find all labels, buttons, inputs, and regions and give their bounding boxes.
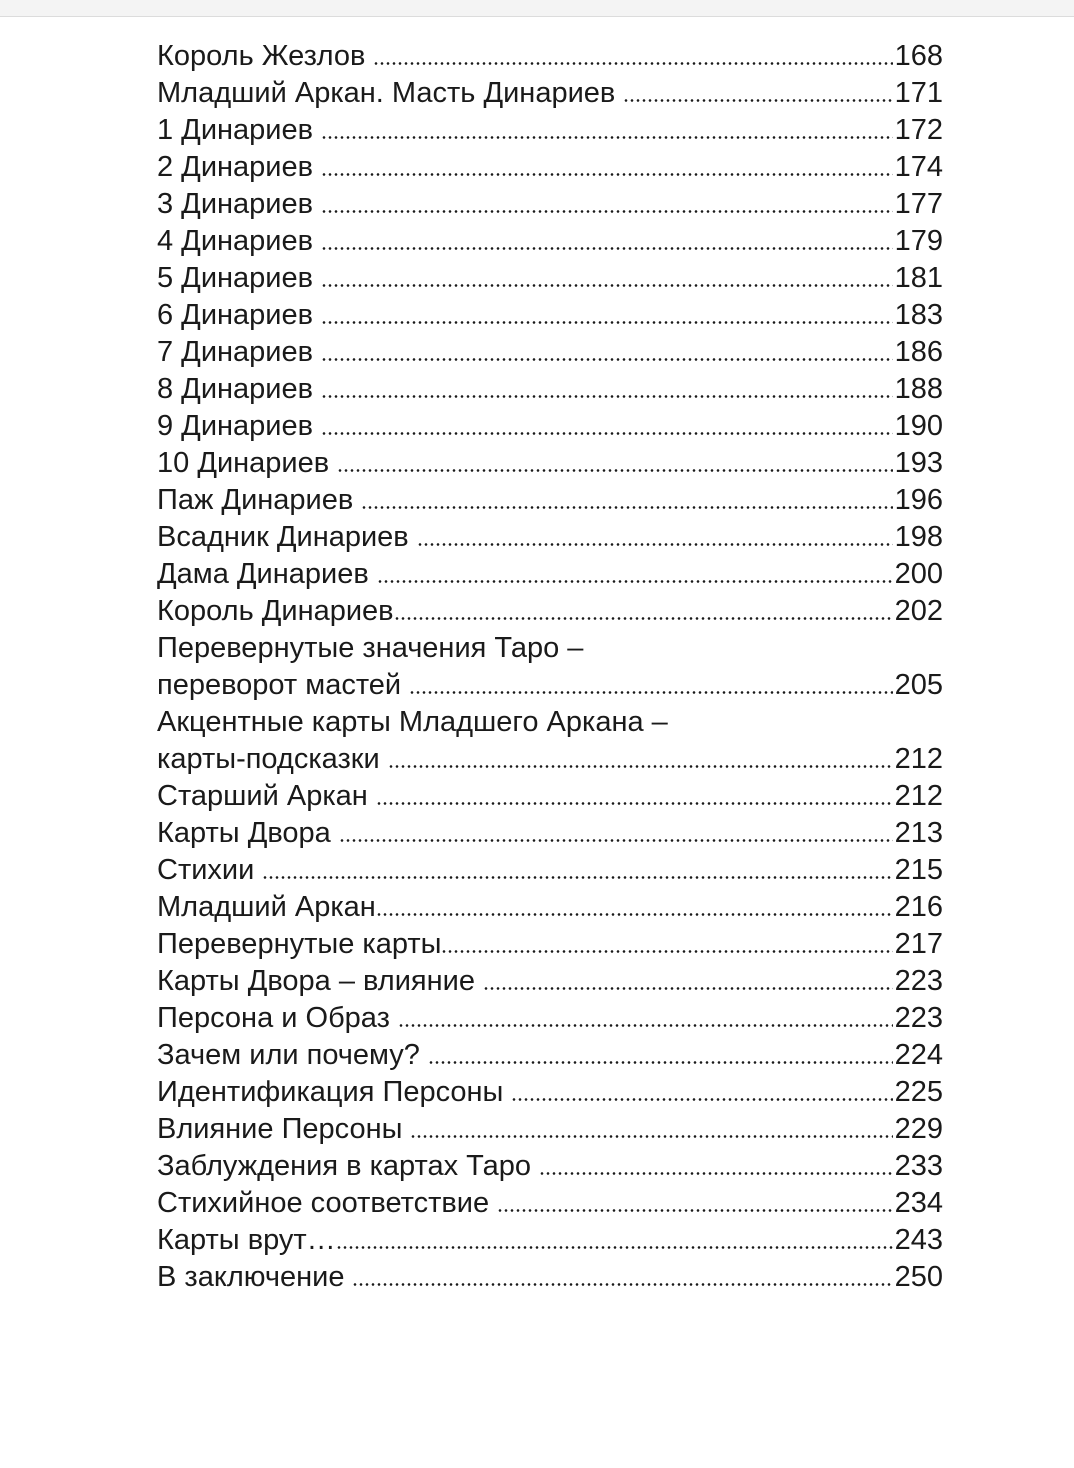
toc-entry-title: Заблуждения в картах Таро: [157, 1150, 531, 1182]
toc-entry-title: Младший Аркан: [157, 891, 376, 923]
dot-leader: [321, 136, 893, 139]
toc-entry-title: Идентификация Персоны: [157, 1076, 504, 1108]
toc-entry[interactable]: [157, 482, 943, 519]
toc-entry-page-number: 234: [894, 1187, 943, 1219]
toc-entry-page-number: 196: [894, 484, 943, 516]
toc-entry[interactable]: [157, 371, 943, 408]
page-top-strip: [0, 0, 1074, 17]
toc-entry-heading-line: [157, 704, 943, 741]
toc-entry[interactable]: [157, 445, 943, 482]
toc-entry-title: 10 Динариев: [157, 447, 330, 479]
dot-leader: [394, 617, 893, 620]
toc-entry-title: В заключение: [157, 1261, 345, 1293]
toc-entry-title: Младший Аркан. Масть Динариев: [157, 77, 616, 109]
toc-entry-title: Карты Двора: [157, 817, 331, 849]
toc-entry-page-number: 223: [894, 1002, 943, 1034]
toc-entry[interactable]: [157, 297, 943, 334]
toc-entry-title: 2 Динариев: [157, 151, 314, 183]
dot-leader: [388, 765, 893, 768]
toc-entry[interactable]: [157, 408, 943, 445]
toc-entry-page-number: 243: [894, 1224, 943, 1256]
dot-leader: [376, 802, 893, 805]
toc-entry-title: Персона и Образ: [157, 1002, 390, 1034]
dot-leader: [337, 469, 893, 472]
dot-leader: [428, 1061, 893, 1064]
dot-leader: [497, 1209, 893, 1212]
dot-leader: [321, 321, 893, 324]
dot-leader: [321, 395, 893, 398]
toc-entry[interactable]: [157, 778, 943, 815]
toc-entry-page-number: 250: [894, 1261, 943, 1293]
dot-leader: [321, 173, 893, 176]
toc-entry-page-number: 202: [894, 595, 943, 627]
dot-leader: [321, 210, 893, 213]
toc-entry[interactable]: [157, 112, 943, 149]
toc-entry-title: Король Жезлов: [157, 40, 366, 72]
toc-entry[interactable]: [157, 186, 943, 223]
toc-entry-title: Карты врут…: [157, 1224, 336, 1256]
toc-entry-page-number: 168: [894, 40, 943, 72]
dot-leader: [377, 580, 893, 583]
toc-entry[interactable]: [157, 223, 943, 260]
toc-entry-title: переворот мастей: [157, 669, 402, 701]
toc-entry-title: Всадник Динариев: [157, 521, 409, 553]
toc-entry-title: Король Динариев: [157, 595, 394, 627]
toc-entry[interactable]: [157, 926, 943, 963]
toc-entry-page-number: 174: [894, 151, 943, 183]
toc-entry-page-number: 188: [894, 373, 943, 405]
toc-entry[interactable]: [157, 556, 943, 593]
toc-entry-title: 7 Динариев: [157, 336, 314, 368]
dot-leader: [511, 1098, 893, 1101]
toc-entry-page-number: 212: [894, 743, 943, 775]
toc-entry-title: 6 Динариев: [157, 299, 314, 331]
dot-leader: [336, 1246, 893, 1249]
toc-entry-page-number: 216: [894, 891, 943, 923]
toc-entry-title: 1 Динариев: [157, 114, 314, 146]
toc-entry-page-number: 233: [894, 1150, 943, 1182]
toc-entry[interactable]: [157, 1185, 943, 1222]
dot-leader: [321, 247, 893, 250]
toc-entry[interactable]: [157, 260, 943, 297]
toc-entry[interactable]: [157, 149, 943, 186]
toc-entry[interactable]: [157, 1074, 943, 1111]
toc-entry-title-line1: Перевернутые значения Таро –: [157, 632, 584, 664]
toc-entry-title: Старший Аркан: [157, 780, 368, 812]
toc-entry-title: Стихии: [157, 854, 255, 886]
toc-entry[interactable]: [157, 1111, 943, 1148]
toc-entry[interactable]: [157, 75, 943, 112]
dot-leader: [441, 950, 893, 953]
toc-entry-title: Карты Двора – влияние: [157, 965, 475, 997]
toc-entry-title: Дама Динариев: [157, 558, 369, 590]
toc-entry-page-number: 225: [894, 1076, 943, 1108]
toc-entry[interactable]: [157, 1148, 943, 1185]
dot-leader: [352, 1283, 893, 1286]
dot-leader: [417, 543, 893, 546]
dot-leader: [376, 913, 893, 916]
toc-entry[interactable]: [157, 667, 943, 704]
dot-leader: [262, 876, 893, 879]
toc-entry-title: 5 Динариев: [157, 262, 314, 294]
toc-entry-title: Перевернутые карты: [157, 928, 442, 960]
dot-leader: [321, 432, 893, 435]
toc-entry-title: 9 Динариев: [157, 410, 314, 442]
toc-entry-title: Зачем или почему?: [157, 1039, 420, 1071]
toc-entry-page-number: 229: [894, 1113, 943, 1145]
toc-entry-page-number: 186: [894, 336, 943, 368]
toc-entry-title: Стихийное соответствие: [157, 1187, 490, 1219]
toc-entry[interactable]: [157, 1037, 943, 1074]
table-of-contents: [157, 38, 943, 1296]
dot-leader: [321, 284, 893, 287]
toc-entry-title: карты-подсказки: [157, 743, 380, 775]
toc-entry[interactable]: [157, 1222, 943, 1259]
toc-entry[interactable]: [157, 1259, 943, 1296]
dot-leader: [539, 1172, 893, 1175]
toc-entry-title: 4 Динариев: [157, 225, 314, 257]
dot-leader: [373, 62, 893, 65]
toc-entry-page-number: 198: [894, 521, 943, 553]
toc-entry-title: 8 Динариев: [157, 373, 314, 405]
toc-entry-title: Влияние Персоны: [157, 1113, 403, 1145]
toc-entry-page-number: 213: [894, 817, 943, 849]
dot-leader: [398, 1024, 893, 1027]
toc-entry-page-number: 217: [894, 928, 943, 960]
dot-leader: [321, 358, 893, 361]
dot-leader: [361, 506, 893, 509]
toc-entry-page-number: 223: [894, 965, 943, 997]
toc-entry-page-number: 215: [894, 854, 943, 886]
dot-leader: [410, 1135, 893, 1138]
dot-leader: [623, 99, 893, 102]
toc-entry-page-number: 183: [894, 299, 943, 331]
dot-leader: [483, 987, 893, 990]
toc-entry[interactable]: [157, 741, 943, 778]
toc-entry[interactable]: [157, 593, 943, 630]
toc-entry-page-number: 181: [894, 262, 943, 294]
dot-leader: [409, 691, 893, 694]
toc-entry-page-number: 190: [894, 410, 943, 442]
toc-entry[interactable]: [157, 1000, 943, 1037]
toc-entry-page-number: 193: [894, 447, 943, 479]
toc-entry-title: Паж Динариев: [157, 484, 354, 516]
toc-entry[interactable]: [157, 519, 943, 556]
toc-entry[interactable]: [157, 334, 943, 371]
toc-entry-page-number: 177: [894, 188, 943, 220]
dot-leader: [339, 839, 893, 842]
toc-entry[interactable]: [157, 38, 943, 75]
toc-entry-page-number: 212: [894, 780, 943, 812]
toc-entry-page-number: 179: [894, 225, 943, 257]
toc-entry[interactable]: [157, 852, 943, 889]
toc-entry-page-number: 200: [894, 558, 943, 590]
toc-entry-title-line1: Акцентные карты Младшего Аркана –: [157, 706, 668, 738]
toc-entry[interactable]: [157, 963, 943, 1000]
toc-entry-page-number: 172: [894, 114, 943, 146]
toc-entry-page-number: 205: [894, 669, 943, 701]
toc-entry-page-number: 171: [894, 77, 943, 109]
toc-entry[interactable]: [157, 889, 943, 926]
toc-entry-title: 3 Динариев: [157, 188, 314, 220]
toc-entry[interactable]: [157, 815, 943, 852]
toc-entry-heading-line: [157, 630, 943, 667]
toc-entry-page-number: 224: [894, 1039, 943, 1071]
